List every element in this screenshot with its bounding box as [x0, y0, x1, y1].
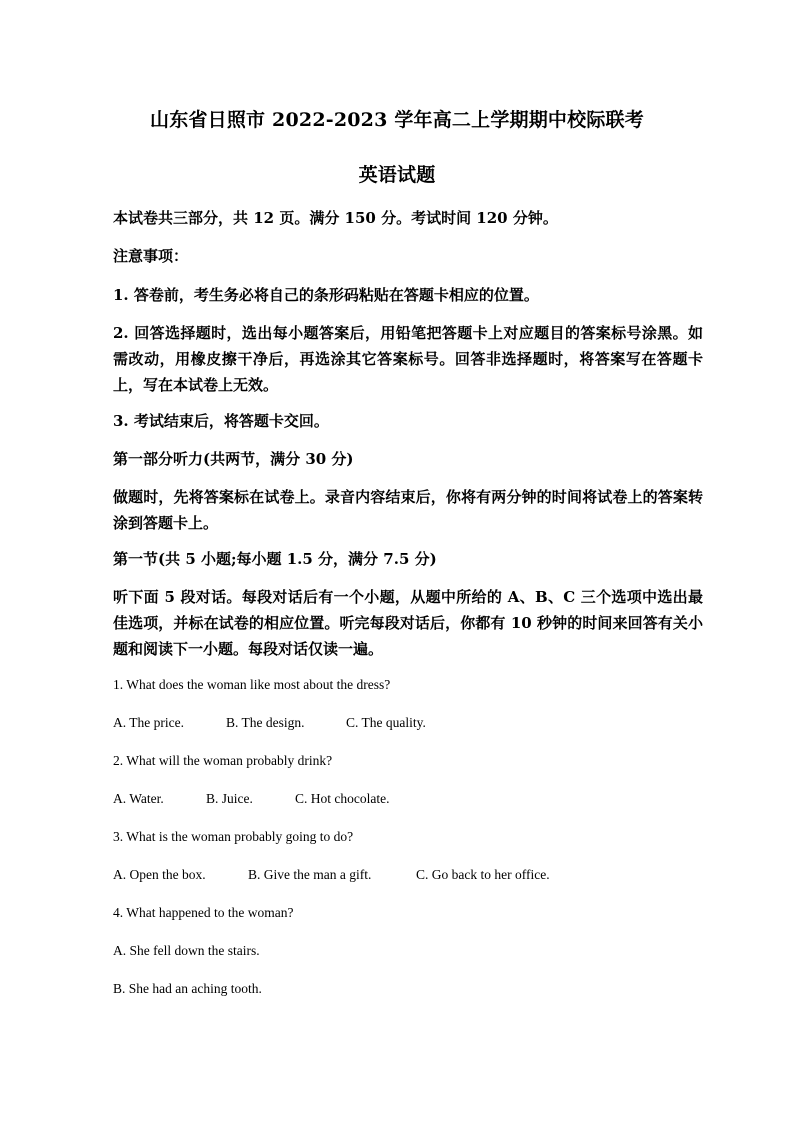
part1-instruction: 做题时，先将答案标在试卷上。录音内容结束后，你将有两分钟的时间将试卷上的答案转涂到答题卡上。	[113, 488, 703, 532]
question-4-stem: 4. What happened to the woman?	[113, 905, 294, 920]
question-2-option-b[interactable]: B. Juice.	[206, 791, 253, 806]
question-4-option-a[interactable]: A. She fell down the stairs.	[113, 943, 260, 958]
question-3-stem: 3. What is the woman probably going to do?	[113, 829, 354, 844]
question-3-option-c[interactable]: C. Go back to her office.	[416, 867, 550, 882]
section1-instruction: 听下面 5 段对话。每段对话后有一个小题，从题中所给的 A、B、C 三个选项中选出最佳选项，并标在试卷的相应位置。听完每段对话后，你都有 10 秒钟的时间来回答有关小题和阅读下一小题。每段对话仅读一遍。	[113, 588, 703, 658]
question-1-option-a[interactable]: A. The price.	[113, 715, 184, 730]
question-3-options	[113, 865, 713, 885]
question-4-option-b[interactable]: B. She had an aching tooth.	[113, 981, 262, 996]
question-3-option-a[interactable]: A. Open the box.	[113, 867, 206, 882]
part1-heading: 第一部分听力(共两节，满分 30 分)	[113, 450, 354, 468]
question-2-stem: 2. What will the woman probably drink?	[113, 753, 333, 768]
question-1-stem: 1. What does the woman like most about the dress?	[113, 677, 391, 692]
question-2-options	[113, 789, 713, 809]
notice-item-1: 1. 答卷前，考生务必将自己的条形码粘贴在答题卡相应的位置。	[113, 286, 539, 304]
notice-heading: 注意事项：	[113, 247, 189, 265]
question-2-option-c[interactable]: C. Hot chocolate.	[295, 791, 390, 806]
exam-summary: 本试卷共三部分，共 12 页。满分 150 分。考试时间 120 分钟。	[113, 209, 558, 227]
question-2-option-a[interactable]: A. Water.	[113, 791, 164, 806]
exam-title: 山东省日照市 2022-2023 学年高二上学期期中校际联考	[150, 109, 644, 131]
question-1-options	[113, 713, 713, 733]
exam-subtitle: 英语试题	[358, 164, 436, 186]
notice-item-3: 3. 考试结束后，将答题卡交回。	[113, 412, 329, 430]
question-1-option-c[interactable]: C. The quality.	[346, 715, 426, 730]
question-1-option-b[interactable]: B. The design.	[226, 715, 305, 730]
question-3-option-b[interactable]: B. Give the man a gift.	[248, 867, 372, 882]
notice-item-2: 2. 回答选择题时，选出每小题答案后，用铅笔把答题卡上对应题目的答案标号涂黑。如需改动，用橡皮擦干净后，再选涂其它答案标号。回答非选择题时，将答案写在答题卡上，写在本试卷上无效。	[113, 324, 703, 394]
section1-heading: 第一节(共 5 小题;每小题 1.5 分，满分 7.5 分)	[113, 550, 437, 568]
